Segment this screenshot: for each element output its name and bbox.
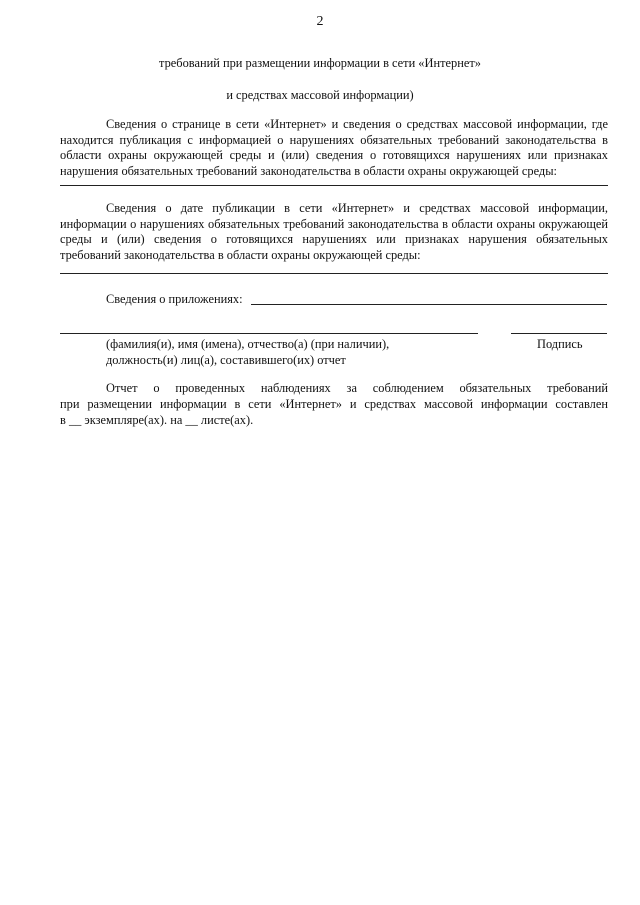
section-publication-date: Сведения о дате публикации в сети «Интернет» и средствах массовой информации, информации о нарушениях обязательных требований законодательства в области охраны окружающей среды и (или) сведения о готовящихся нарушениях или признаках нарушения обязательных требований законодательства в области охраны окружающей среды: bbox=[60, 201, 608, 262]
closing-line-1: Отчет о проведенных наблюдениях за соблюдением обязательных требований bbox=[106, 381, 608, 395]
signatory-name-caption-line-1: (фамилия(и), имя (имена), отчество(а) (при наличии), bbox=[106, 337, 390, 351]
publication-date-blank-line bbox=[60, 273, 608, 274]
signature-line bbox=[511, 333, 607, 334]
heading-line-1: требований при размещении информации в сети «Интернет» bbox=[159, 56, 481, 70]
attachments-label: Сведения о приложениях: bbox=[106, 292, 243, 306]
signatory-name-caption-line-2: должность(и) лиц(а), составившего(их) отчет bbox=[106, 353, 346, 367]
page-number: 2 bbox=[316, 14, 324, 29]
signatory-name-line bbox=[60, 333, 478, 334]
signature-caption: Подпись bbox=[537, 337, 583, 351]
page-info-blank-line bbox=[60, 185, 608, 186]
attachments-blank-line bbox=[251, 304, 607, 305]
closing-line-2: при размещении информации в сети «Интернет» и средствах массовой информации составлен bbox=[60, 397, 608, 411]
heading-line-2: и средствах массовой информации) bbox=[226, 88, 414, 102]
closing-line-3: в __ экземпляре(ах). на __ листе(ах). bbox=[60, 413, 254, 427]
section-page-info: Сведения о странице в сети «Интернет» и сведения о средствах массовой информации, где находится публикация с информацией о нарушениях обязательных требований законодательства в области охраны окружающей среды и (или) сведения о готовящихся нарушениях или признаках нарушения обязательных требований законодательства в области охраны окружающей среды: bbox=[60, 117, 608, 178]
